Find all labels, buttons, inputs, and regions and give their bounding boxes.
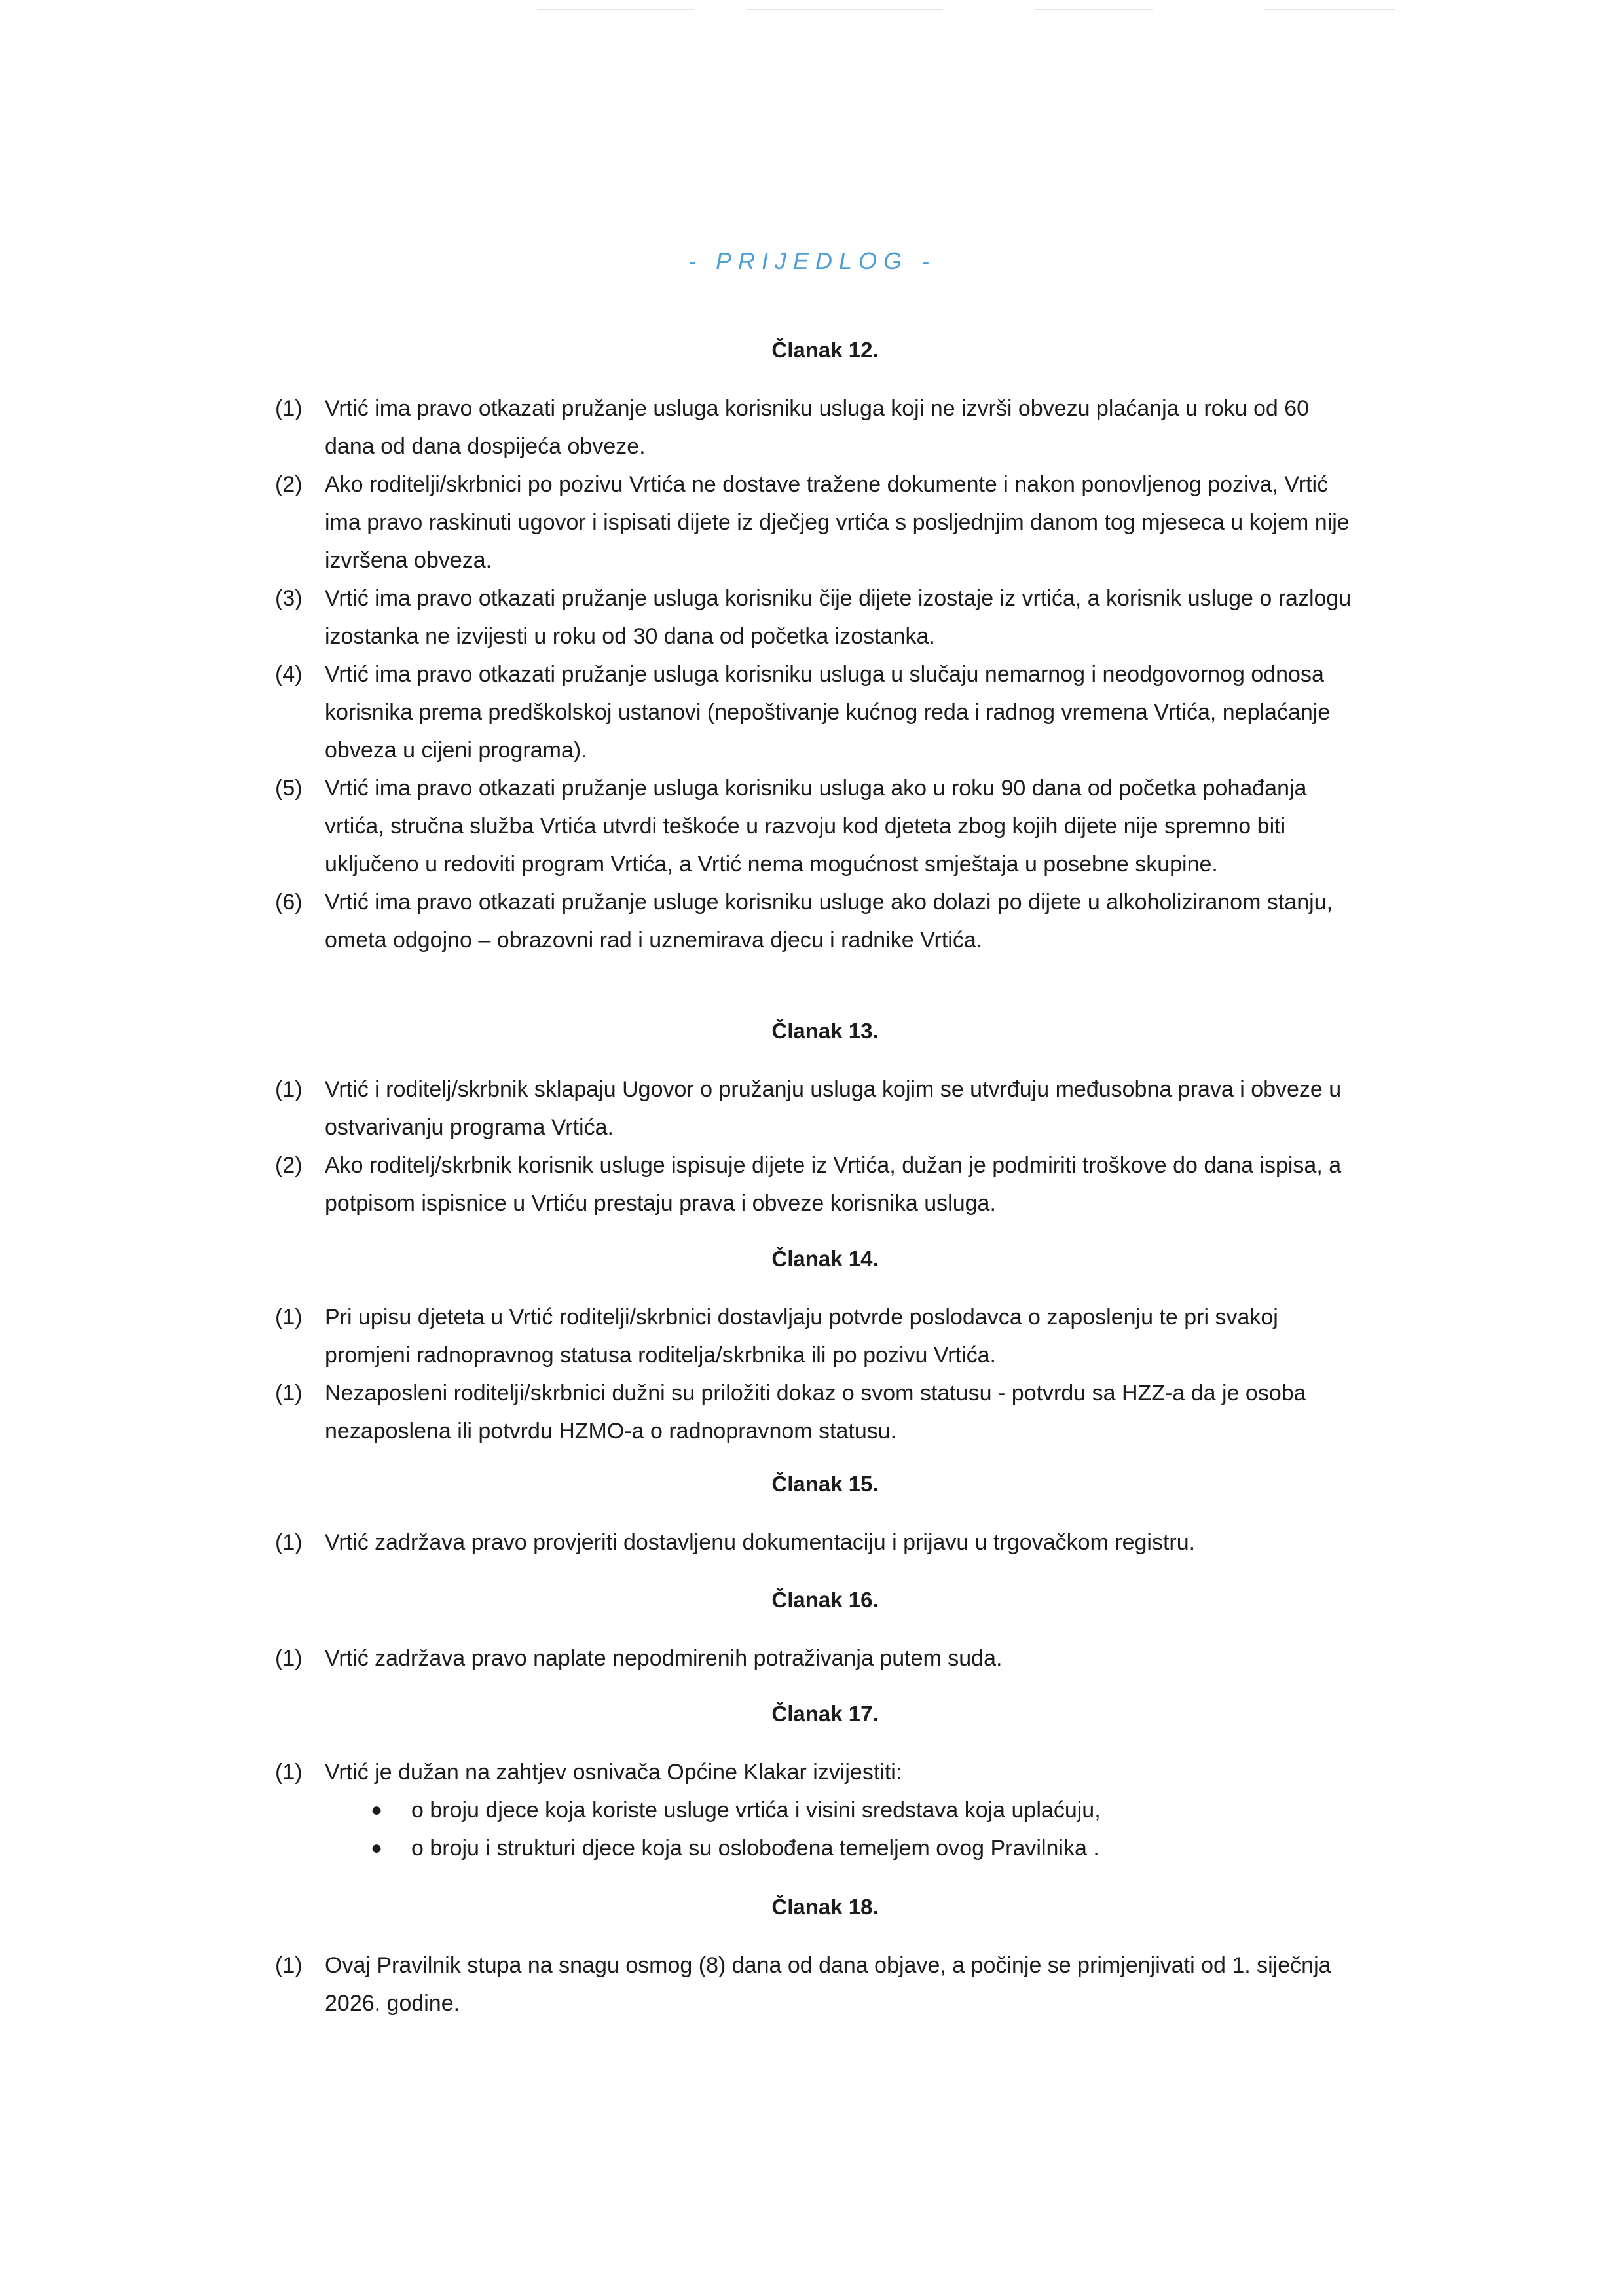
list-item (275, 1374, 1356, 1450)
item-text: Vrtić ima pravo otkazati pružanje usluga korisniku usluga koji ne izvrši obvezu plaćanja u roku od 60 dana od dana dospijeća obveze. (325, 396, 1310, 459)
article-title: Članak 17. (771, 1702, 879, 1726)
item-text: Vrtić zadržava pravo naplate nepodmirenih potraživanja putem suda. (325, 1646, 1003, 1671)
item-text: Ovaj Pravilnik stupa na snagu osmog (8) dana od dana objave, a počinje se primjenjivati od 1. siječnja 2026. godine. (325, 1953, 1331, 2016)
list-item (275, 1298, 1356, 1374)
bullet-item (371, 1829, 1356, 1867)
list-item (275, 390, 1356, 465)
bullet-text: o broju i strukturi djece koja su oslobođena temeljem ovog Pravilnika . (411, 1836, 1099, 1861)
list-item (275, 1946, 1356, 2022)
article-15 (275, 1465, 1356, 1561)
list-item (275, 655, 1356, 769)
article-18 (275, 1887, 1356, 2022)
article-title: Članak 18. (771, 1895, 879, 1919)
article-14 (275, 1239, 1356, 1450)
article-17 (275, 1694, 1356, 1867)
item-number: (1) (275, 1646, 303, 1671)
article-16 (275, 1580, 1356, 1677)
article-title: Članak 12. (771, 338, 879, 362)
article-title: Članak 13. (771, 1019, 879, 1043)
article-13 (275, 1011, 1356, 1222)
list-item (275, 1639, 1356, 1677)
item-number: (2) (275, 472, 303, 497)
item-number: (1) (275, 1381, 303, 1406)
item-number: (1) (275, 1953, 303, 1978)
scan-edge-line (537, 9, 694, 10)
list-item (275, 579, 1356, 655)
item-number: (1) (275, 396, 303, 421)
item-number: (4) (275, 662, 303, 687)
scan-edge-line (1035, 9, 1153, 10)
list-item (275, 883, 1356, 959)
item-text: Pri upisu djeteta u Vrtić roditelji/skrbnici dostavljaju potvrde poslodavca o zaposlenju te pri svakoj promjeni radnopravnog statusa roditelja/skrbnika ili po pozivu Vrtića. (325, 1305, 1278, 1368)
list-item (275, 465, 1356, 579)
article-title: Članak 15. (771, 1472, 879, 1496)
list-item (275, 1146, 1356, 1222)
item-text: Vrtić zadržava pravo provjeriti dostavljenu dokumentaciju i prijavu u trgovačkom registru. (325, 1530, 1196, 1555)
list-item (275, 1070, 1356, 1146)
item-text: Vrtić ima pravo otkazati pružanje usluga korisniku usluga u slučaju nemarnog i neodgovornog odnosa korisnika prema predškolskoj ustanovi (nepoštivanje kućnog reda i radnog vremena Vrtića, neplaćanje obveza u cijeni programa). (325, 662, 1331, 763)
item-text: Vrtić ima pravo otkazati pružanje usluga korisniku čije dijete izostaje iz vrtića, a korisnik usluge o razlogu izostanka ne izvijesti u roku od 30 dana od početka izostanka. (325, 586, 1352, 649)
bullet-icon: ● (371, 1837, 383, 1859)
scan-edge-line (1264, 9, 1395, 10)
article-title: Članak 16. (771, 1588, 879, 1612)
item-text: Vrtić je dužan na zahtjev osnivača Općine Klakar izvijestiti: (325, 1760, 902, 1785)
list-item (275, 1753, 1356, 1791)
item-number: (5) (275, 776, 303, 801)
item-number: (2) (275, 1153, 303, 1178)
article-title: Članak 14. (771, 1247, 879, 1271)
item-number: (1) (275, 1305, 303, 1330)
bullet-item (371, 1791, 1356, 1829)
item-text: Nezaposleni roditelji/skrbnici dužni su priložiti dokaz o svom statusu - potvrdu sa HZZ-a da je osoba nezaposlena ili potvrdu HZMO-a o radnopravnom statusu. (325, 1381, 1306, 1444)
item-text: Ako roditelj/skrbnik korisnik usluge ispisuje dijete iz Vrtića, dužan je podmiriti troškove do dana ispisa, a potpisom ispisnice u Vrtiću prestaju prava i obveze korisnika usluga. (325, 1153, 1342, 1216)
item-text: Vrtić ima pravo otkazati pružanje usluga korisniku usluga ako u roku 90 dana od početka pohađanja vrtića, stručna služba Vrtića utvrdi teškoće u razvoju kod djeteta zbog kojih dijete nije spremno biti uključeno u redoviti program Vrtića, a Vrtić nema mogućnost smještaja u posebne skupine. (325, 776, 1307, 877)
item-number: (1) (275, 1530, 303, 1555)
bullet-icon: ● (371, 1799, 383, 1821)
item-number: (3) (275, 586, 303, 611)
item-text: Vrtić i roditelj/skrbnik sklapaju Ugovor o pružanju usluga kojim se utvrđuju međusobna prava i obveze u ostvarivanju programa Vrtića. (325, 1077, 1342, 1140)
item-number: (1) (275, 1760, 303, 1785)
scan-edge-line (747, 9, 943, 10)
item-text: Vrtić ima pravo otkazati pružanje usluge korisniku usluge ako dolazi po dijete u alkoholiziranom stanju, ometa odgojno – obrazovni rad i uznemirava djecu i radnike Vrtića. (325, 890, 1333, 953)
item-text: Ako roditelji/skrbnici po pozivu Vrtića ne dostave tražene dokumente i nakon ponovljenog poziva, Vrtić ima pravo raskinuti ugovor i ispisati dijete iz dječjeg vrtića s posljednjim danom tog mjeseca u kojem nije izvršena obveza. (325, 472, 1350, 573)
item-number: (1) (275, 1077, 303, 1102)
list-item (275, 769, 1356, 883)
list-item (275, 1523, 1356, 1561)
article-12 (275, 331, 1356, 959)
item-number: (6) (275, 890, 303, 915)
bullet-list (275, 1791, 1356, 1867)
bullet-text: o broju djece koja koriste usluge vrtića i visini sredstava koja uplaćuju, (411, 1798, 1101, 1823)
proposal-header: - PRIJEDLOG - (688, 247, 936, 274)
